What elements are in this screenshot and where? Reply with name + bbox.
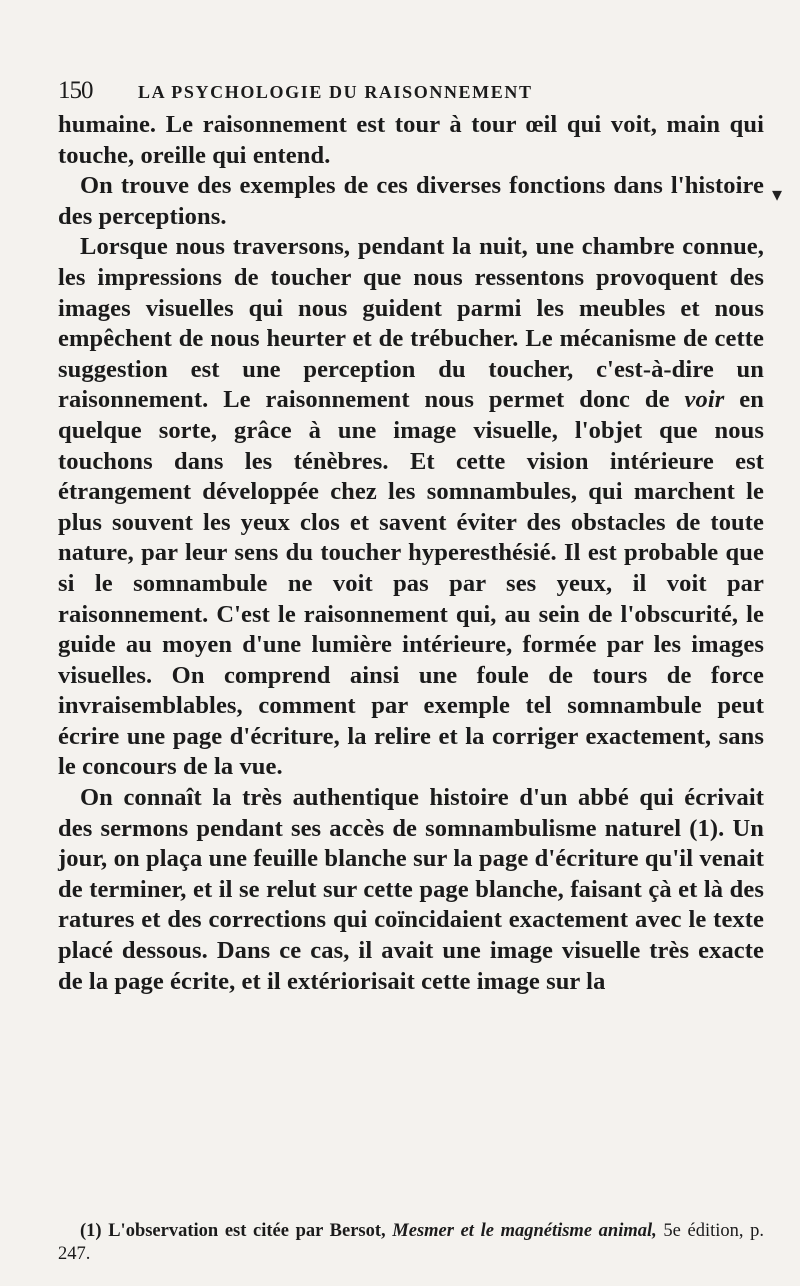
paragraph-1: humaine. Le raisonnement est tour à tour œil qui voit, main qui touche, oreille qui entend. — [58, 111, 764, 169]
main-text — [58, 110, 764, 997]
margin-mark: ▾ — [772, 184, 783, 206]
footnote — [58, 1220, 764, 1266]
footnote-lead: L'observation est citée par Bersot, — [108, 1221, 386, 1241]
footnote-title: Mesmer et le magnétisme animal, — [392, 1221, 657, 1241]
paragraph-3 — [58, 232, 764, 783]
footnote-text — [58, 1220, 764, 1266]
running-title: LA PSYCHOLOGIE DU RAISONNEMENT — [138, 82, 533, 102]
footnote-edition: 5e édition, p. 247. — [58, 1221, 765, 1264]
page-number: 150 — [58, 77, 93, 104]
italic-word-voir: voir — [684, 386, 725, 414]
paragraph-3-end: en quelque sorte, grâce à une image visuelle, l'objet que nous touchons dans les ténèbres. Et cette vision intérieure est étrangement développée chez les somnambules, qui marchent le plus souvent les yeux clos et savent éviter des obstacles de toute nature, par leur sens du toucher hyperesthésié. Il est probable que si le somnambule ne voit pas par ses yeux, il voit par raisonnement. C'est le raisonnement qui, au sein de l'obscurité, le guide au moyen d'une lumière intérieure, formée par les images visuelles. On comprend ainsi une foule de tours de force invraisemblables, comment par exemple tel somnambule peut écrire une page d'écriture, la relire et la corriger exactement, sans le concours de la vue. — [58, 386, 764, 781]
paragraph-4: On connaît la très authentique histoire d'un abbé qui écrivait des sermons pendant ses accès de somnambulisme naturel (1). Un jour, on plaça une feuille blanche sur la page d'écriture qu'il venait de terminer, et il se relut sur cette page blanche, faisant çà et là des ratures et des corrections qui coïncidaient exactement avec le texte placé dessous. Dans ce cas, il avait une image visuelle très exacte de la page écrite, et il extériorisait cette image sur la — [58, 784, 764, 995]
paragraph-3-start: Lorsque nous traversons, pendant la nuit, une chambre connue, les impressions de toucher que nous ressentons provoquent des images visuelles qui nous guident parmi les meubles et nous empêchent de nous heurter et de trébucher. Le mécanisme de cette suggestion est une perception du toucher, c'est-à-dire un raisonnement. Le raisonnement nous permet donc de — [58, 233, 764, 414]
paragraph-2: On trouve des exemples de ces diverses fonctions dans l'histoire des perceptions. — [58, 172, 764, 230]
footnote-marker: (1) — [80, 1221, 102, 1241]
